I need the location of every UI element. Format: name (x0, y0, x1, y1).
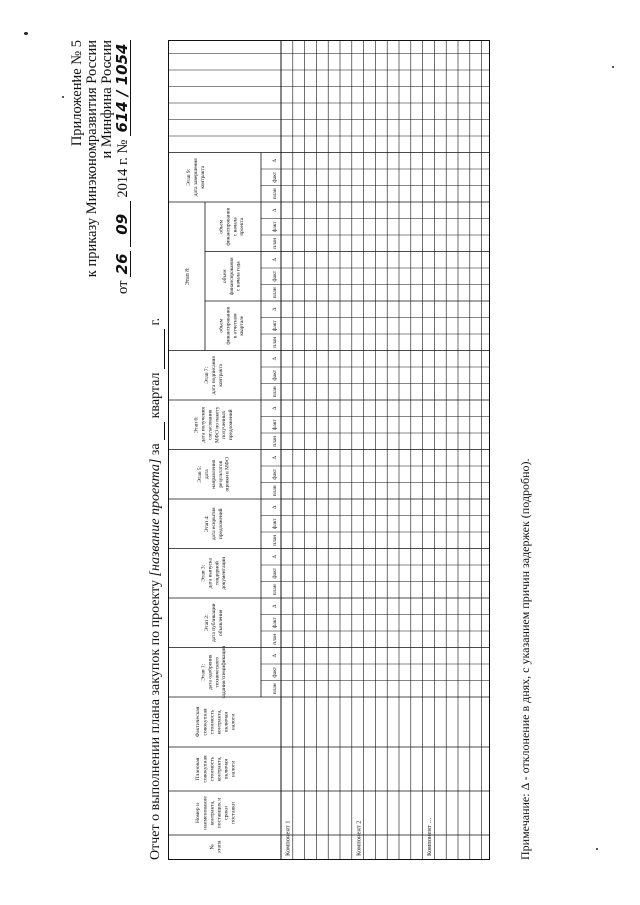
subcolumn-header: план (272, 386, 278, 398)
scan-speck (24, 32, 28, 35)
stage-header: Этап 7:дата подписанияконтракта (203, 356, 224, 395)
subcolumn-header: факт (272, 171, 278, 183)
component-label: Компонент 2 (355, 820, 363, 856)
stage-header: Этап 2:дата публикацииобъявления (203, 603, 224, 642)
fixed-column-header: Номер инаименованиеконтракта,поставщик исрокипоставки (195, 796, 237, 830)
report-table (168, 40, 490, 860)
date-year: 2014 г. № (115, 139, 131, 198)
stage-header: Этап 4:дата вскрытияпредложений (203, 507, 224, 541)
quarter-number-blank (148, 422, 165, 440)
subcolumn-header: Δ (272, 456, 278, 460)
appendix-line-1: Приложение № 5 (69, 40, 85, 147)
subcolumn-header: Δ (272, 555, 278, 559)
component-label: Компонент 1 (284, 820, 292, 856)
stage9-header: Этап 9:дата завершенияконтракта (185, 158, 206, 197)
footnote: Примечание: Δ - отклонение в днях, с указанием причин задержек (подробно). (518, 458, 532, 860)
appendix-line-3: и Минфина России (99, 40, 115, 159)
stage8-subheader: объемфинансированияс начала года (222, 257, 242, 296)
fixed-column-header: Фактическаясовокупнаястоимостьконтракта,включаяналоги (195, 706, 237, 738)
fixed-column-header: Плановаясовокупнаястоимостьконтракта,включаяналоги (195, 755, 237, 783)
stage-header: Этап 1:дата одобрениятехническогозадания/спецификации (200, 645, 228, 699)
stage8-subheader: объемфинансированияв отчетномквартале (218, 306, 246, 345)
subcolumn-header: Δ (272, 307, 278, 311)
report-table-grid (169, 41, 489, 859)
subcolumn-header: Δ (272, 208, 278, 212)
subcolumn-header: план (272, 485, 278, 497)
subcolumn-header: факт (272, 666, 278, 678)
subcolumn-header: план (272, 683, 278, 695)
order-number: 614 / 1054 (115, 40, 131, 136)
subcolumn-header: план (272, 584, 278, 596)
scan-speck (612, 66, 614, 68)
subcolumn-header: факт (272, 617, 278, 629)
subcolumn-header: факт (272, 567, 278, 579)
subcolumn-header: план (272, 287, 278, 299)
appendix-line-2: к приказу Минэкономразвития России (84, 40, 100, 278)
date-day: 26 (115, 251, 131, 277)
stage-header: Этап 6:дата получениясогласованияМФО по пакетуполученныхпредложений (193, 406, 235, 443)
appendix-date-line (115, 40, 131, 380)
subcolumn-header: план (272, 336, 278, 348)
stage8-header: Этап 8: (185, 267, 192, 286)
stage8-subheader: объемфинансированияс началапроекта (218, 207, 246, 246)
subcolumn-header: план (272, 633, 278, 645)
title-text: Отчет о выполнении плана закупок по проекту (148, 579, 163, 860)
subcolumn-header: план (272, 237, 278, 249)
subcolumn-header: план (272, 534, 278, 546)
report-title (148, 318, 165, 860)
appendix-header (70, 40, 131, 380)
title-for: за (148, 443, 163, 456)
subcolumn-header: факт (272, 468, 278, 480)
year-blank (148, 329, 165, 369)
subcolumn-header: план (272, 435, 278, 447)
stage-header: Этап 3:дата выпускатендернойдокументации (200, 556, 228, 590)
scan-speck (596, 848, 598, 850)
subcolumn-header: Δ (272, 505, 278, 509)
subcolumn-header: Δ (272, 654, 278, 658)
fixed-column-header: №этапа (209, 840, 223, 854)
subcolumn-header: план (272, 188, 278, 200)
title-quarter: квартал (148, 372, 163, 419)
subcolumn-header: Δ (272, 604, 278, 608)
subcolumn-header: факт (272, 320, 278, 332)
subcolumn-header: факт (272, 270, 278, 282)
landscape-content (70, 20, 570, 880)
subcolumn-header: Δ (272, 357, 278, 361)
component-label: Компонент … (426, 817, 434, 856)
date-month: 09 (115, 201, 131, 247)
subcolumn-header: факт (272, 419, 278, 431)
subcolumn-header: Δ (272, 406, 278, 410)
subcolumn-header: факт (272, 369, 278, 381)
subcolumn-header: Δ (272, 159, 278, 163)
project-name-placeholder: [название проекта] (148, 458, 163, 577)
title-year-suffix: г. (148, 317, 163, 326)
subcolumn-header: Δ (272, 258, 278, 262)
subcolumn-header: факт (272, 518, 278, 530)
date-prefix: от (115, 280, 131, 294)
scan-speck (62, 96, 64, 98)
subcolumn-header: факт (272, 221, 278, 233)
stage-header: Этап 5:датанаправлениярезультатовоценки в МФО (197, 456, 231, 492)
